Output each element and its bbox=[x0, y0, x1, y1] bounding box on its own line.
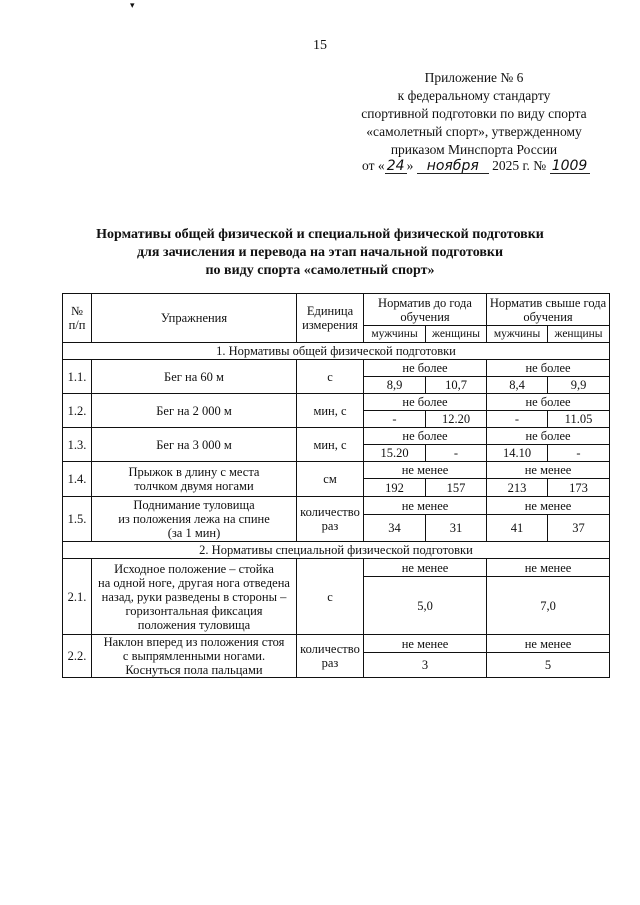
row-condition: не менее bbox=[487, 497, 610, 515]
row-exercise: Бег на 2 000 м bbox=[92, 394, 297, 428]
header-women: женщины bbox=[426, 326, 487, 343]
row-num: 2.1. bbox=[63, 559, 92, 635]
header-num: № п/п bbox=[63, 294, 92, 343]
row-exercise bbox=[92, 559, 297, 635]
exercise-line: Коснуться пола пальцами bbox=[125, 663, 263, 677]
appendix-header bbox=[352, 69, 596, 159]
row-condition: не менее bbox=[487, 635, 610, 653]
row-num: 1.5. bbox=[63, 497, 92, 542]
value-cell: 14.10 bbox=[487, 445, 548, 462]
title-line: по виду спорта «самолетный спорт» bbox=[205, 263, 435, 278]
handwritten-month: ноября bbox=[417, 159, 489, 174]
exercise-line: с выпрямленными ногами. bbox=[122, 649, 266, 663]
scan-mark: ▾ bbox=[130, 0, 135, 10]
section-heading: 1. Нормативы общей физической подготовки bbox=[63, 343, 610, 360]
row-unit: см bbox=[297, 462, 364, 497]
appendix-line: спортивной подготовки по виду спорта bbox=[361, 106, 587, 121]
value-cell: 5,0 bbox=[364, 577, 487, 635]
row-num: 1.1. bbox=[63, 360, 92, 394]
row-num: 2.2. bbox=[63, 635, 92, 678]
header-unit: Единица измерения bbox=[297, 294, 364, 343]
value-cell: 213 bbox=[487, 479, 548, 497]
order-date-line bbox=[362, 158, 590, 174]
exercise-line: на одной ноге, другая нога отведена bbox=[98, 575, 290, 590]
exercise-line: из положения лежа на спине bbox=[118, 512, 270, 526]
row-unit bbox=[297, 635, 364, 678]
value-cell: - bbox=[364, 411, 426, 428]
header-exercise: Упражнения bbox=[92, 294, 297, 343]
value-cell: 41 bbox=[487, 515, 548, 542]
appendix-line: Приложение № 6 bbox=[424, 70, 524, 85]
value-cell: 10,7 bbox=[426, 377, 487, 394]
value-cell: 192 bbox=[364, 479, 426, 497]
row-exercise bbox=[92, 462, 297, 497]
exercise-line: Наклон вперед из положения стоя bbox=[103, 635, 285, 649]
handwritten-number: 1009 bbox=[550, 159, 590, 174]
value-cell: 12.20 bbox=[426, 411, 487, 428]
row-condition: не менее bbox=[487, 559, 610, 577]
row-exercise bbox=[92, 497, 297, 542]
norms-table bbox=[62, 293, 610, 678]
row-exercise: Бег на 3 000 м bbox=[92, 428, 297, 462]
title-line: Нормативы общей физической и специальной физической подготовки bbox=[96, 227, 544, 242]
value-cell: - bbox=[426, 445, 487, 462]
exercise-line: Прыжок в длину с места bbox=[128, 465, 260, 479]
row-num: 1.3. bbox=[63, 428, 92, 462]
value-cell: 37 bbox=[548, 515, 610, 542]
value-cell: 9,9 bbox=[548, 377, 610, 394]
value-cell: 7,0 bbox=[487, 577, 610, 635]
date-year: 2025 г. № bbox=[492, 158, 547, 173]
value-cell: 8,9 bbox=[364, 377, 426, 394]
header-norm-over: Норматив свыше года обучения bbox=[487, 294, 610, 326]
row-condition: не более bbox=[487, 394, 610, 411]
document-title bbox=[60, 226, 580, 280]
page-number: 15 bbox=[313, 38, 327, 53]
row-condition: не менее bbox=[364, 462, 487, 479]
exercise-line: Исходное положение – стойка bbox=[114, 561, 274, 576]
row-condition: не более bbox=[364, 428, 487, 445]
unit-line: количество bbox=[300, 642, 360, 656]
value-cell: 11.05 bbox=[548, 411, 610, 428]
appendix-line: к федеральному стандарту bbox=[397, 88, 551, 103]
header-norm-until: Норматив до года обучения bbox=[364, 294, 487, 326]
header-men: мужчины bbox=[364, 326, 426, 343]
value-cell: 15.20 bbox=[364, 445, 426, 462]
date-prefix: от « bbox=[362, 158, 385, 173]
exercise-line: горизонтальная фиксация bbox=[125, 603, 263, 618]
unit-line: количество bbox=[300, 505, 360, 519]
row-condition: не более bbox=[364, 394, 487, 411]
exercise-line: Поднимание туловища bbox=[133, 498, 255, 512]
value-cell: 34 bbox=[364, 515, 426, 542]
section-heading: 2. Нормативы специальной физической подготовки bbox=[63, 542, 610, 559]
title-line: для зачисления и перевода на этап начальной подготовки bbox=[136, 245, 504, 260]
row-condition: не более bbox=[364, 360, 487, 377]
exercise-line: положения туловища bbox=[137, 617, 251, 632]
unit-line: раз bbox=[321, 519, 339, 533]
row-num: 1.4. bbox=[63, 462, 92, 497]
value-cell: 8,4 bbox=[487, 377, 548, 394]
row-unit bbox=[297, 497, 364, 542]
value-cell: 157 bbox=[426, 479, 487, 497]
appendix-line: приказом Минспорта России bbox=[390, 142, 558, 157]
header-women: женщины bbox=[548, 326, 610, 343]
unit-line: раз bbox=[321, 656, 339, 670]
appendix-line: «самолетный спорт», утвержденному bbox=[366, 124, 582, 139]
row-condition: не более bbox=[487, 428, 610, 445]
exercise-line: (за 1 мин) bbox=[167, 526, 221, 540]
row-condition: не менее bbox=[364, 497, 487, 515]
value-cell: - bbox=[487, 411, 548, 428]
value-cell: 5 bbox=[487, 653, 610, 678]
row-exercise: Бег на 60 м bbox=[92, 360, 297, 394]
row-condition: не менее bbox=[364, 635, 487, 653]
value-cell: 3 bbox=[364, 653, 487, 678]
row-exercise bbox=[92, 635, 297, 678]
row-num: 1.2. bbox=[63, 394, 92, 428]
header-men: мужчины bbox=[487, 326, 548, 343]
exercise-line: назад, руки разведены в стороны – bbox=[101, 589, 287, 604]
date-mid: » bbox=[406, 158, 414, 173]
row-unit: с bbox=[297, 360, 364, 394]
exercise-line: толчком двумя ногами bbox=[134, 479, 254, 493]
row-condition: не менее bbox=[487, 462, 610, 479]
value-cell: 31 bbox=[426, 515, 487, 542]
row-condition: не менее bbox=[364, 559, 487, 577]
value-cell: 173 bbox=[548, 479, 610, 497]
row-condition: не более bbox=[487, 360, 610, 377]
handwritten-day: 24 bbox=[385, 159, 407, 174]
row-unit: мин, с bbox=[297, 394, 364, 428]
row-unit: мин, с bbox=[297, 428, 364, 462]
value-cell: - bbox=[548, 445, 610, 462]
row-unit: с bbox=[297, 559, 364, 635]
